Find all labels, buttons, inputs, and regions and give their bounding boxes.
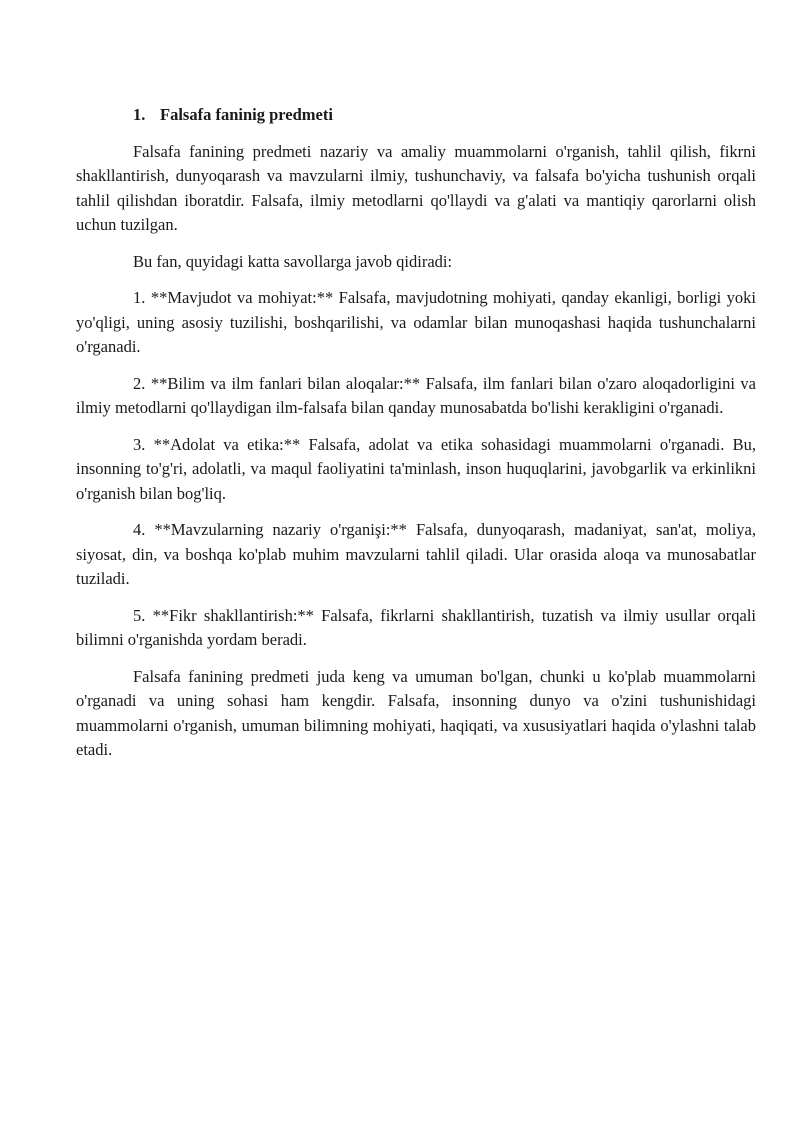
questions-intro-paragraph: Bu fan, quyidagi katta savollarga javob qidiradi: <box>133 251 453 271</box>
list-item-justice-ethics: 3. **Adolat va etika:** Falsafa, adolat va etika sohasidagi muammolarni o'rganadi. Bu, insonning to'g'ri, adolatli, va maqul faoliyatini ta'minlash, inson huquqlarini, javobgarlik va erkinlikni o'rganish bilan bog'liq. <box>76 434 756 503</box>
list-item-topics: 4. **Mavzularning nazariy o'rganişi:** Falsafa, dunyoqarash, madaniyat, san'at, moliya, siyosat, din, va boshqa ko'plab muhim mavzularni tahlil qiladi. Ular orasida aloqa va munosabatlar tuziladi. <box>76 520 756 588</box>
heading-number: 1. <box>133 105 146 124</box>
list-item-existence: 1. **Mavjudot va mohiyat:** Falsafa, mavjudotning mohiyati, qanday ekanligi, borligi yoki yo'qligi, uning asosiy tuzilishi, boshqarilishi, va odamlar bilan munoqashasi haqida tushunchalarni o'rganadi. <box>76 288 756 356</box>
heading-title: Falsafa faninig predmeti <box>160 105 333 124</box>
intro-paragraph: Falsafa fanining predmeti nazariy va amaliy muammolarni o'rganish, tahlil qilish, fikrni shakllantirish, dunyoqarash va mavzularni ilmiy, tushunchaviy, va falsafa bo'yicha tushunish orqali tahlil qilishdan iboratdir. Falsafa, ilmiy metodlarni qo'llaydi va g'alati va mantiqiy qarorlarni olish uchun tuzilgan. <box>76 141 756 234</box>
document-page <box>76 103 756 775</box>
conclusion-paragraph: Falsafa fanining predmeti juda keng va umuman bo'lgan, chunki u ko'plab muammolarni o'rganadi va uning sohasi ham kengdir. Falsafa, insonning dunyo va o'zini tushunishidagi muammolarni o'rganish, umuman bilimning mohiyati, haqiqati, va xususiyatlari haqida o'ylashni talab etadi. <box>76 666 756 759</box>
list-item-knowledge: 2. **Bilim va ilm fanlari bilan aloqalar:** Falsafa, ilm fanlari bilan o'zaro aloqadorligini va ilmiy metodlarni qo'llaydigan ilm-falsafa bilan qanday munosabatda bo'lishi kerakligini o'rganadi. <box>76 373 756 417</box>
section-heading <box>76 103 756 128</box>
list-item-thought: 5. **Fikr shakllantirish:** Falsafa, fikrlarni shakllantirish, tuzatish va ilmiy usullar orqali bilimni o'rganishda yordam beradi. <box>76 605 756 649</box>
